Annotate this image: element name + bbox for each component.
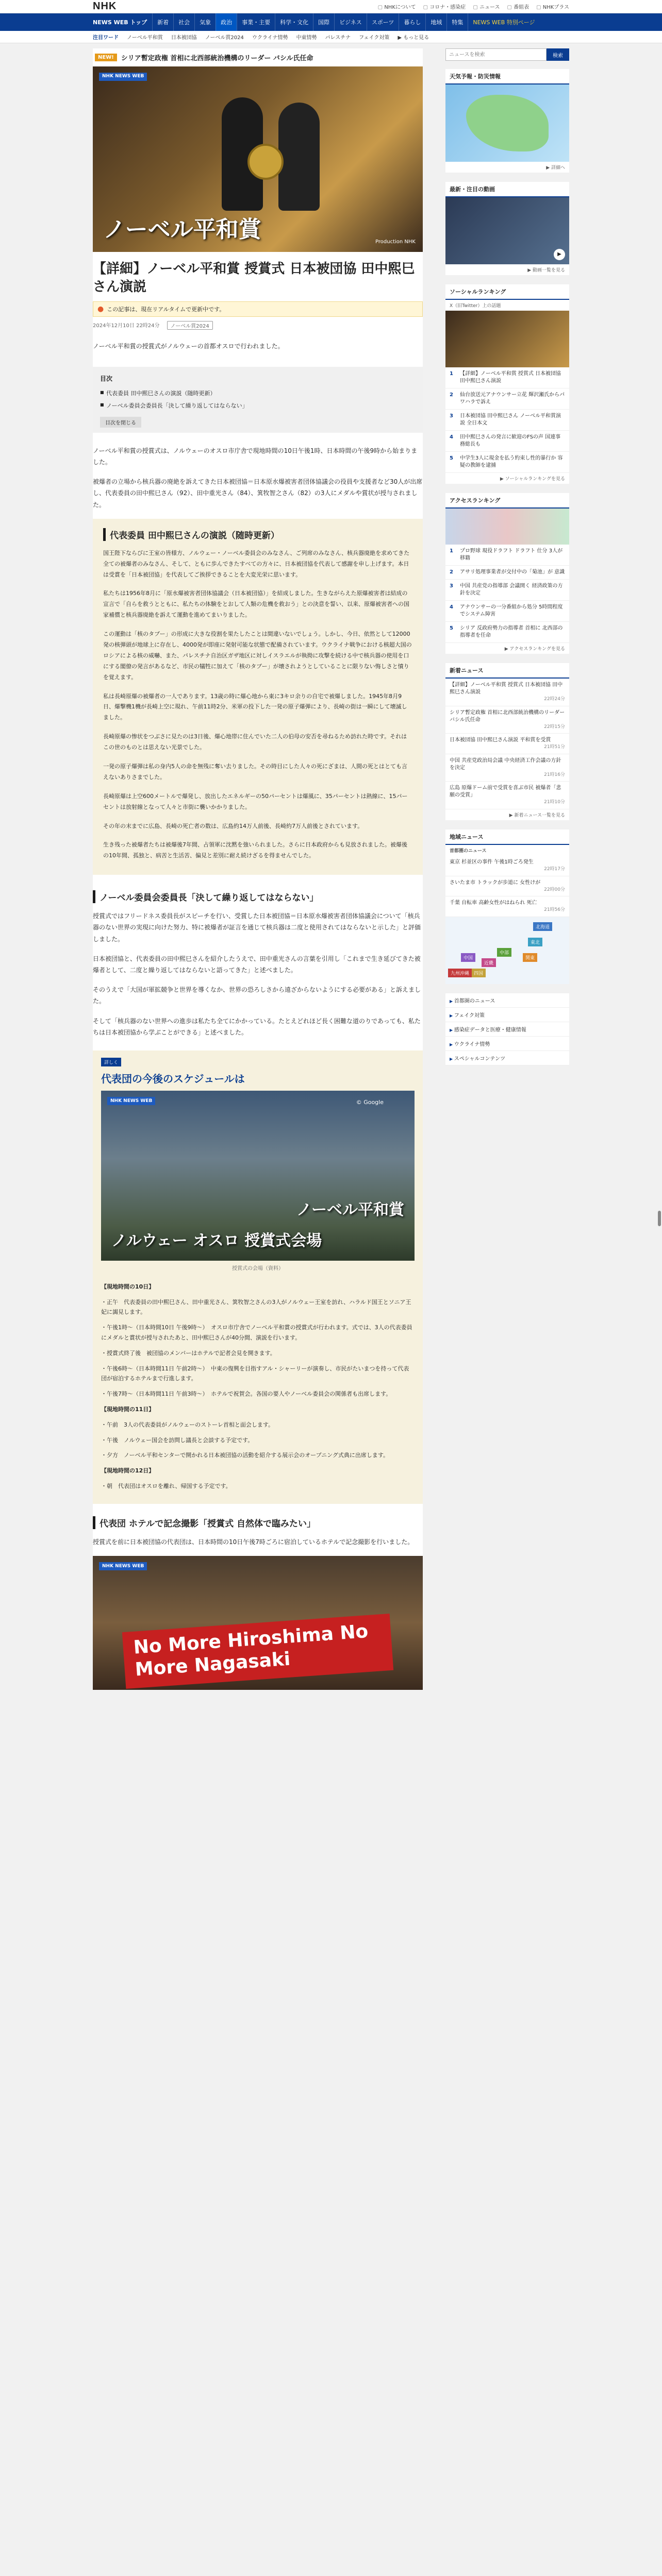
section-heading: 代表委員 田中熙巳さんの演説（随時更新） — [103, 528, 412, 541]
box-title: ソーシャルランキング — [445, 284, 569, 300]
more-link[interactable]: ▶ 詳細へ — [546, 165, 565, 171]
nav-item[interactable]: 国際 — [313, 13, 334, 31]
search-button[interactable]: 検索 — [547, 48, 569, 61]
speech-paragraph: 私は長崎原爆の被爆者の一人であります。13歳の時に爆心地から東に3キロ余りの自宅で被爆しました。1945年8月9日、爆撃機1機が長崎上空に現れ、午前11時2分、米軍の投下した一発の原子爆弾により、長崎の街は一瞬にして壊滅しました。 — [103, 692, 407, 721]
subnav-item[interactable]: ノーベル賞2024 — [205, 35, 244, 41]
nav-brand[interactable]: NEWS WEB トップ — [93, 19, 147, 26]
person-figure — [278, 103, 320, 211]
speech-paragraph: その年の末までに広島、長崎の死亡者の数は、広島約14万人前後、長崎約7万人前後とされています。 — [103, 822, 363, 829]
schedule-list — [101, 1282, 415, 1492]
social-ranking — [445, 284, 569, 484]
schedule-item: ・午後1時～（日本時間10日 午後9時～） オスロ市庁舎でノーベル平和賞の授賞式が行われます。式では、3人の代表委員にメダルと賞状が授与されたあと、田中熙巳さんが40分間、演説を行います。 — [101, 1324, 412, 1342]
venue-caption: ノーベル平和賞 — [296, 1200, 404, 1219]
ranking-thumbnail[interactable] — [445, 311, 569, 367]
main-column — [93, 48, 423, 1690]
image-caption: 授賞式の会場（資料） — [232, 1265, 284, 1272]
box-title: 最新・注目の動画 — [445, 182, 569, 197]
nhk-badge: NHK NEWS WEB — [99, 1562, 147, 1570]
search-input[interactable] — [445, 48, 547, 61]
speech-paragraph: 一発の原子爆弾は私の身内5人の命を無残に奪い去りました。その時目にした人々の死にざまは、人間の死とはとても言えないありさまでした。 — [103, 762, 407, 781]
subnav-item[interactable]: 日本被団協 — [171, 35, 197, 41]
list-item[interactable]: 【詳細】ノーベル平和賞 授賞式 日本被団協 田中熙巳さん演説 22時24分 — [445, 679, 569, 706]
article-paragraph: 被爆者の立場から核兵器の廃絶を訴えてきた日本被団協＝日本原水爆被害者団体協議会の役員や支援者など30人が出席し、代表委員の田中熙巳さん（92）、田中重光さん（84）、箕牧智之さん（82）の3人にメダルや賞状が授与されました。 — [93, 478, 423, 509]
venue-caption: ノルウェー オスロ 授賞式会場 — [111, 1231, 322, 1250]
article-category[interactable]: ノーベル賞2024 — [167, 321, 213, 330]
local-news — [445, 829, 569, 984]
top-bar — [0, 0, 662, 13]
box-subtitle: X（旧Twitter）上の話題 — [450, 303, 501, 309]
main-nav — [0, 13, 662, 31]
access-ranking — [445, 493, 569, 654]
list-item[interactable]: 広島 原爆ドーム前で受賞を喜ぶ市民 被爆者「悲願の受賞」 21時10分 — [445, 782, 569, 809]
ranking-thumbnail[interactable] — [445, 509, 569, 545]
schedule-section — [93, 1050, 423, 1504]
hero-credit: Production NHK — [375, 239, 416, 245]
list-item[interactable]: 2 アサリ処理事業者が交付中の「菊池」が 意識 — [445, 566, 569, 580]
list-item[interactable]: 千葉 自転車 高齢女性がはねられ 死亡 21時56分 — [445, 896, 569, 917]
nav-item[interactable]: ビジネス — [334, 13, 367, 31]
top-link[interactable]: ▢ 番組表 — [507, 3, 529, 10]
sub-nav — [0, 31, 662, 43]
list-item[interactable]: 1 【詳細】ノーベル平和賞 授賞式 日本被団協 田中熙巳さん演説 — [445, 367, 569, 388]
list-item[interactable]: 5 シリア 反政府勢力の指導者 首相に 北西部の指導者を任命 — [445, 622, 569, 643]
nhk-logo[interactable]: NHK — [93, 1, 117, 12]
links-box — [445, 993, 569, 1065]
region-map — [445, 917, 569, 984]
top-link[interactable]: ▢ ニュース — [473, 3, 500, 10]
nav-item[interactable]: 暮らし — [399, 13, 425, 31]
box-title: 新着ニュース — [445, 663, 569, 679]
top-link[interactable]: ▢ NHKプラス — [536, 3, 569, 10]
play-icon[interactable]: ▶ — [554, 249, 565, 260]
more-link[interactable]: ▶ ソーシャルランキングを見る — [500, 477, 565, 482]
section-heading: 代表団 ホテルで記念撮影「授賞式 自然体で臨みたい」 — [93, 1516, 423, 1529]
region-button[interactable]: 九州沖縄 — [448, 969, 472, 977]
speech-paragraph: 生き残った被爆者たちは被爆後7年間、占領軍に沈黙を強いられました。さらに日本政府からも見放されました。被爆後の10年間、孤独と、病苦と生活苦、偏見と差別に耐え続けざるを得ませんでした。 — [103, 841, 407, 859]
more-link[interactable]: ▶ 動画一覧を見る — [527, 268, 565, 273]
side-link[interactable]: ▶ 感染症データと医療・健康情報 — [445, 1022, 569, 1037]
article-lead: ノーベル平和賞の授賞式がノルウェーの首都オスロで行われました。 — [93, 343, 284, 350]
speech-section — [93, 519, 423, 875]
box-title: 天気予報・防災情報 — [445, 69, 569, 84]
nhk-badge: NHK NEWS WEB — [99, 73, 147, 81]
article-paragraph: そのうえで「大国が軍拡競争と世界を導くなか、世界の恐ろしさから遠ざからないようにする必要がある」と訴えました。 — [93, 986, 421, 1005]
nav-item[interactable]: 社会 — [173, 13, 194, 31]
article-title: 【詳細】ノーベル平和賞 授賞式 日本被団協 田中熙巳さん演説 — [93, 261, 415, 295]
article-paragraph: そして「核兵器のない世界への進歩は私たち全てにかかっている。たとえどれほど長く困難な道のりであっても、私たちは日本被団協から学ぶことができる」と述べました。 — [93, 1017, 421, 1036]
list-item[interactable]: 1 プロ野球 現役ドラフト ドラフト 仕分 3人が移籍 — [445, 545, 569, 566]
side-link[interactable]: ▶ 首都圏のニュース — [445, 993, 569, 1008]
subnav-lead: 注目ワード — [93, 35, 119, 41]
subnav-item[interactable]: パレスチナ — [325, 35, 351, 41]
list-item[interactable]: 5 中学生3人に現金を払う約束し性的暴行か 容疑の教師を逮捕 — [445, 452, 569, 473]
breaking-tag: NEW! — [95, 54, 117, 61]
nav-item[interactable]: 事業・主要 — [237, 13, 275, 31]
list-item[interactable]: 日本被団協 田中熙巳さん演説 平和賞を受賞 21時51分 — [445, 734, 569, 754]
nav-item[interactable]: 気象 — [194, 13, 216, 31]
top-link[interactable]: ▢ コロナ・感染症 — [423, 3, 466, 10]
more-link[interactable]: ▶ 新着ニュース一覧を見る — [509, 812, 565, 818]
schedule-heading: 【現地時間の10日】 — [101, 1283, 155, 1290]
region-button[interactable]: 関東 — [523, 953, 537, 962]
nav-special[interactable]: NEWS WEB 特別ページ — [468, 13, 539, 31]
article-paragraph: 日本被団協と、代表委員の田中熙巳さんを紹介したうえで、田中重光さんの言葉を引用し「これまで生き延びてきた被爆者として、二度と繰り返してはならないと語ってきた」と述べました。 — [93, 955, 421, 974]
subnav-item[interactable]: 中東情勢 — [296, 35, 317, 41]
video-thumbnail[interactable] — [445, 197, 569, 264]
side-link[interactable]: ▶ ウクライナ情勢 — [445, 1037, 569, 1051]
speech-paragraph: 長崎原爆は上空600メートルで爆発し、放出したエネルギーの50パーセントは爆風に、35パーセントは熱線に、15パーセントは放射線となって人々と市街に襲いかかりました。 — [103, 792, 408, 810]
top-links — [378, 3, 569, 10]
google-credit: © Google — [356, 1098, 384, 1106]
speech-paragraph: 私たちは1956年8月に「原水爆被害者団体協議会（日本被団協）」を結成しました。生きながらえた原爆被害者は結成の宣言で「自らを救うとともに、私たちの体験をとおして人類の危機を救おう」との決意を誓い、以来、原爆被害者への国家補償と核兵器廃絶を訴えて運動を進めてまいりました。 — [103, 590, 409, 619]
video-box — [445, 182, 569, 275]
list-item[interactable]: さいたま市 トラックが歩道に 女性けが 22時00分 — [445, 876, 569, 897]
box-title: アクセスランキング — [445, 493, 569, 509]
nav-item[interactable]: 新着 — [152, 13, 173, 31]
banner-text: No More Hiroshima No More Nagasaki — [122, 1614, 393, 1689]
nav-item[interactable]: 科学・文化 — [275, 13, 313, 31]
toc-title: 目次 — [100, 375, 113, 382]
dateline — [93, 319, 423, 332]
breaking-news[interactable] — [93, 48, 423, 66]
schedule-tag: 詳しく — [101, 1058, 121, 1066]
subnav-item[interactable]: フェイク対策 — [359, 35, 390, 41]
region-button[interactable]: 東北 — [528, 938, 542, 946]
nav-item[interactable]: 特集 — [446, 13, 468, 31]
speech-paragraph: 長崎原爆の惨状をつぶさに見たのは3日後、爆心地帯に住んでいた二人の伯母の安否を尋ねるため訪れた時です。それはこの世のものとは思えない光景でした。 — [103, 733, 407, 751]
venue-image — [101, 1091, 415, 1261]
article-paragraph: 授賞式を前に日本被団協の代表団は、日本時間の10日午後7時ごろに宿泊しているホテルで記念撮影を行いました。 — [93, 1538, 414, 1546]
list-item[interactable]: 3 中国 共産党の指導部 会議開く 経済政策の方針を決定 — [445, 580, 569, 601]
list-item[interactable]: シリア暫定政権 首相に北西部統治機構のリーダー バシル氏任命 22時15分 — [445, 706, 569, 734]
schedule-item: ・授賞式終了後 被団協のメンバーはホテルで記者会見を開きます。 — [101, 1349, 276, 1357]
table-of-contents — [93, 367, 423, 433]
list-item[interactable]: 4 アナウンサーの一分番組から処分 5時間程度でシステム障害 — [445, 601, 569, 622]
breaking-text[interactable]: シリア暫定政権 首相に北西部統治機構のリーダー バシル氏任命 — [121, 55, 313, 62]
medal-icon — [247, 144, 284, 180]
search-box — [445, 48, 569, 61]
schedule-item: ・夕方 ノーベル平和センターで開かれる日本被団協の活動を紹介する展示会のオープニング式典に出席します。 — [101, 1452, 389, 1459]
toc-item[interactable]: ■ ノーベル委員会委員長「決して繰り返してはならない」 — [100, 399, 416, 412]
schedule-item: ・午後6時～（日本時間11日 午前2時～） 中東の復興を目指すアル・シャーリーが演奏し、市民がたいまつを持って代表団が宿泊するホテルまで行進します。 — [101, 1365, 409, 1382]
region-button[interactable]: 中部 — [497, 948, 511, 957]
hero-image — [93, 66, 423, 252]
japan-map-shape — [466, 95, 549, 151]
nhk-badge: NHK NEWS WEB — [107, 1097, 155, 1105]
schedule-item: ・朝 代表団はオスロを離れ、帰国する予定です。 — [101, 1483, 231, 1490]
subnav-item[interactable]: ノーベル平和賞 — [127, 35, 163, 41]
list-item[interactable]: 2 仙台放送元アナウンサー立花 輝沢瀬氏からパワハラで訴え — [445, 388, 569, 410]
side-link[interactable]: ▶ フェイク対策 — [445, 1008, 569, 1022]
nav-item[interactable]: スポーツ — [367, 13, 399, 31]
section-heading: ノーベル委員会委員長「決して繰り返してはならない」 — [93, 890, 423, 903]
region-button[interactable]: 近畿 — [482, 958, 496, 967]
region-name[interactable]: 首都圏のニュース — [450, 848, 487, 854]
box-title: 地域ニュース — [445, 829, 569, 845]
side-link[interactable]: ▶ スペシャルコンテンツ — [445, 1051, 569, 1065]
article-date: 2024年12月10日 22時24分 — [93, 323, 160, 329]
schedule-heading: 【現地時間の12日】 — [101, 1467, 155, 1475]
article-paragraph: 授賞式ではフリードネス委員長がスピーチを行い、受賞した日本被団協＝日本原水爆被害者団体協議会について「核兵器のない世界の実現に向けた努力、特に被爆者が証言を通じて核兵器は二度と使用されてはならないと示した」と評価しました。 — [93, 912, 421, 943]
region-button[interactable]: 四国 — [471, 969, 486, 977]
schedule-heading: 【現地時間の11日】 — [101, 1406, 155, 1413]
sidebar — [445, 48, 569, 1690]
scrollbar[interactable] — [658, 1211, 661, 1226]
weather-map[interactable] — [445, 84, 569, 162]
speech-paragraph: この運動は「核のタブー」の形成に大きな役割を果たしたことは間違いないでしょう。しかし、今日、依然として12000発の核弾頭が地球上に存在し、4000発が即座に発射可能な状態で配備されています。ウクライナ戦争における核超大国のロシアによる核の威嚇、また、パレスチナ自治区ガザ地区に対しイスラエルが執拗に攻撃を続ける中で核兵器の使用を口にする閣僚の発言があるなど、市民の犠牲に加えて「核のタブー」が壊されようとしていることに限りない悔しさと憤りを覚えます。 — [103, 631, 412, 681]
article-paragraph: ノーベル平和賞の授賞式は、ノルウェーのオスロ市庁舎で現地時間の10日午後1時、日本時間の午後9時から始まりました。 — [93, 447, 418, 466]
group-photo — [93, 1556, 423, 1690]
list-item[interactable]: 3 日本被団協 田中熙巳さん ノーベル平和賞演説 全日本文 — [445, 410, 569, 431]
subnav-item[interactable]: ウクライナ情勢 — [252, 35, 288, 41]
nav-item[interactable]: 政治 — [216, 13, 237, 31]
top-link[interactable]: ▢ NHKについて — [378, 3, 416, 10]
more-link[interactable]: ▶ アクセスランキングを見る — [504, 647, 565, 652]
toc-item[interactable]: ■ 代表委員 田中熙巳さんの演説（随時更新） — [100, 387, 416, 399]
hero-caption: ノーベル平和賞 — [103, 216, 261, 243]
live-dot-icon: ● — [97, 305, 104, 314]
region-button[interactable]: 北海道 — [533, 922, 552, 931]
schedule-item: ・正午 代表委員の田中熙巳さん、田中重光さん、箕牧智之さんの3人がノルウェー王室を訪れ、ハラルド国王とソニア王妃に謁見します。 — [101, 1298, 411, 1316]
region-button[interactable]: 中国 — [461, 953, 475, 962]
list-item[interactable]: 中国 共産党政治局会議 中央経済工作会議の方針を決定 21時16分 — [445, 754, 569, 782]
speech-paragraph: 国王陛下ならびに王室の皆様方、ノルウェー・ノーベル委員会のみなさん、ご列席のみなさん、核兵器廃絶を求めてきた全ての被爆者のみなさん、そして、ともに歩んできたすべての方々に、日本被団協を代表して感謝を申し上げます。本日は受賞を「日本被団協」を代表してご挨拶できることを大変光栄に思います。 — [103, 549, 410, 578]
weather-box — [445, 69, 569, 173]
list-item[interactable]: 東京 杉並区の事件 午後1時ごろ発生 22時17分 — [445, 856, 569, 876]
list-item[interactable]: 4 田中熙巳さんの発言に歓迎のFSの声 国連事務総長も — [445, 431, 569, 452]
schedule-title: 代表団の今後のスケジュールは — [101, 1072, 245, 1085]
schedule-item: ・午後 ノルウェー国会を訪問し議長と会談する予定です。 — [101, 1436, 254, 1444]
new-news — [445, 663, 569, 820]
live-note-text: この記事は、現在リアルタイムで更新中です。 — [107, 306, 225, 313]
toc-close-button[interactable]: 目次を閉じる — [100, 417, 141, 428]
live-note — [93, 301, 423, 317]
subnav-more[interactable]: ▶ もっと見る — [398, 35, 429, 41]
schedule-item: ・午前 3人の代表委員がノルウェーのストーレ首相と面会します。 — [101, 1421, 274, 1428]
nav-item[interactable]: 地域 — [425, 13, 446, 31]
schedule-item: ・午後7時～（日本時間11日 午前3時～） ホテルで祝賀会。各国の要人やノーベル委員会の関係者も出席します。 — [101, 1391, 392, 1398]
